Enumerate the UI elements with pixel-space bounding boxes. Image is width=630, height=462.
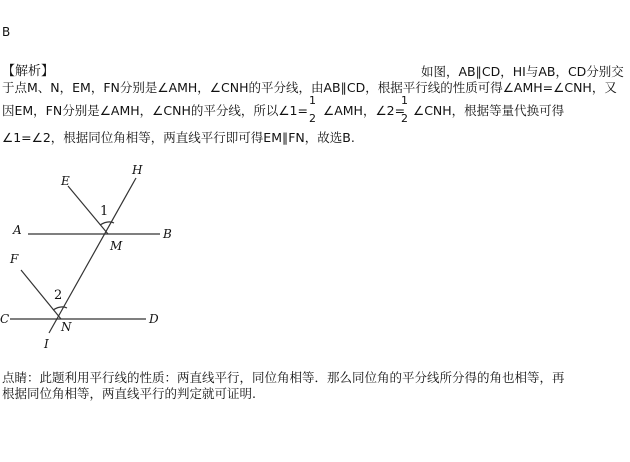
label-f: F [10,252,19,266]
analysis-line-3a: 因EM，FN分别是∠AMH，∠CNH的平分线，所以∠1= [2,103,308,118]
label-n: N [61,320,72,334]
label-angle-1: 1 [100,204,109,219]
label-e: E [61,174,70,188]
analysis-line-1: 如图，AB∥CD，HI与AB，CD分别交 [421,64,624,79]
answer-text: B [2,25,11,39]
label-i: I [44,337,49,351]
analysis-line-2: 于点M、N，EM，FN分别是∠AMH，∠CNH的平分线，由AB∥CD，根据平行线的性质可得∠AMH=∠CNH，又 [2,80,617,95]
fraction-1-denominator: 2 [309,112,316,125]
analysis-line-3c: ∠CNH，根据等量代换可得 [413,103,565,118]
label-m: M [110,239,123,253]
label-c: C [0,312,10,326]
label-a: A [13,223,22,237]
angle-1-arc [100,222,114,225]
analysis-line-3b: ∠AMH，∠2= [323,103,406,118]
comment-line-2: 根据同位角相等，两直线平行的判定就可证明. [2,386,256,401]
comment-line-1: 点睛：此题利用平行线的性质：两直线平行，同位角相等．那么同位角的平分线所分得的角也相等，再 [2,370,565,385]
label-angle-2: 2 [54,288,63,303]
label-h: H [132,163,143,177]
analysis-header: 【解析】 [2,64,55,79]
transversal-hi [49,178,136,333]
label-b: B [163,227,172,241]
label-d: D [149,312,159,326]
fraction-2-denominator: 2 [401,112,408,125]
fraction-1-numerator: 1 [309,94,316,107]
angle-2-arc [53,307,67,310]
fraction-2-numerator: 1 [401,94,408,107]
analysis-line-4: ∠1=∠2，根据同位角相等，两直线平行即可得EM∥FN，故选B. [2,130,355,145]
